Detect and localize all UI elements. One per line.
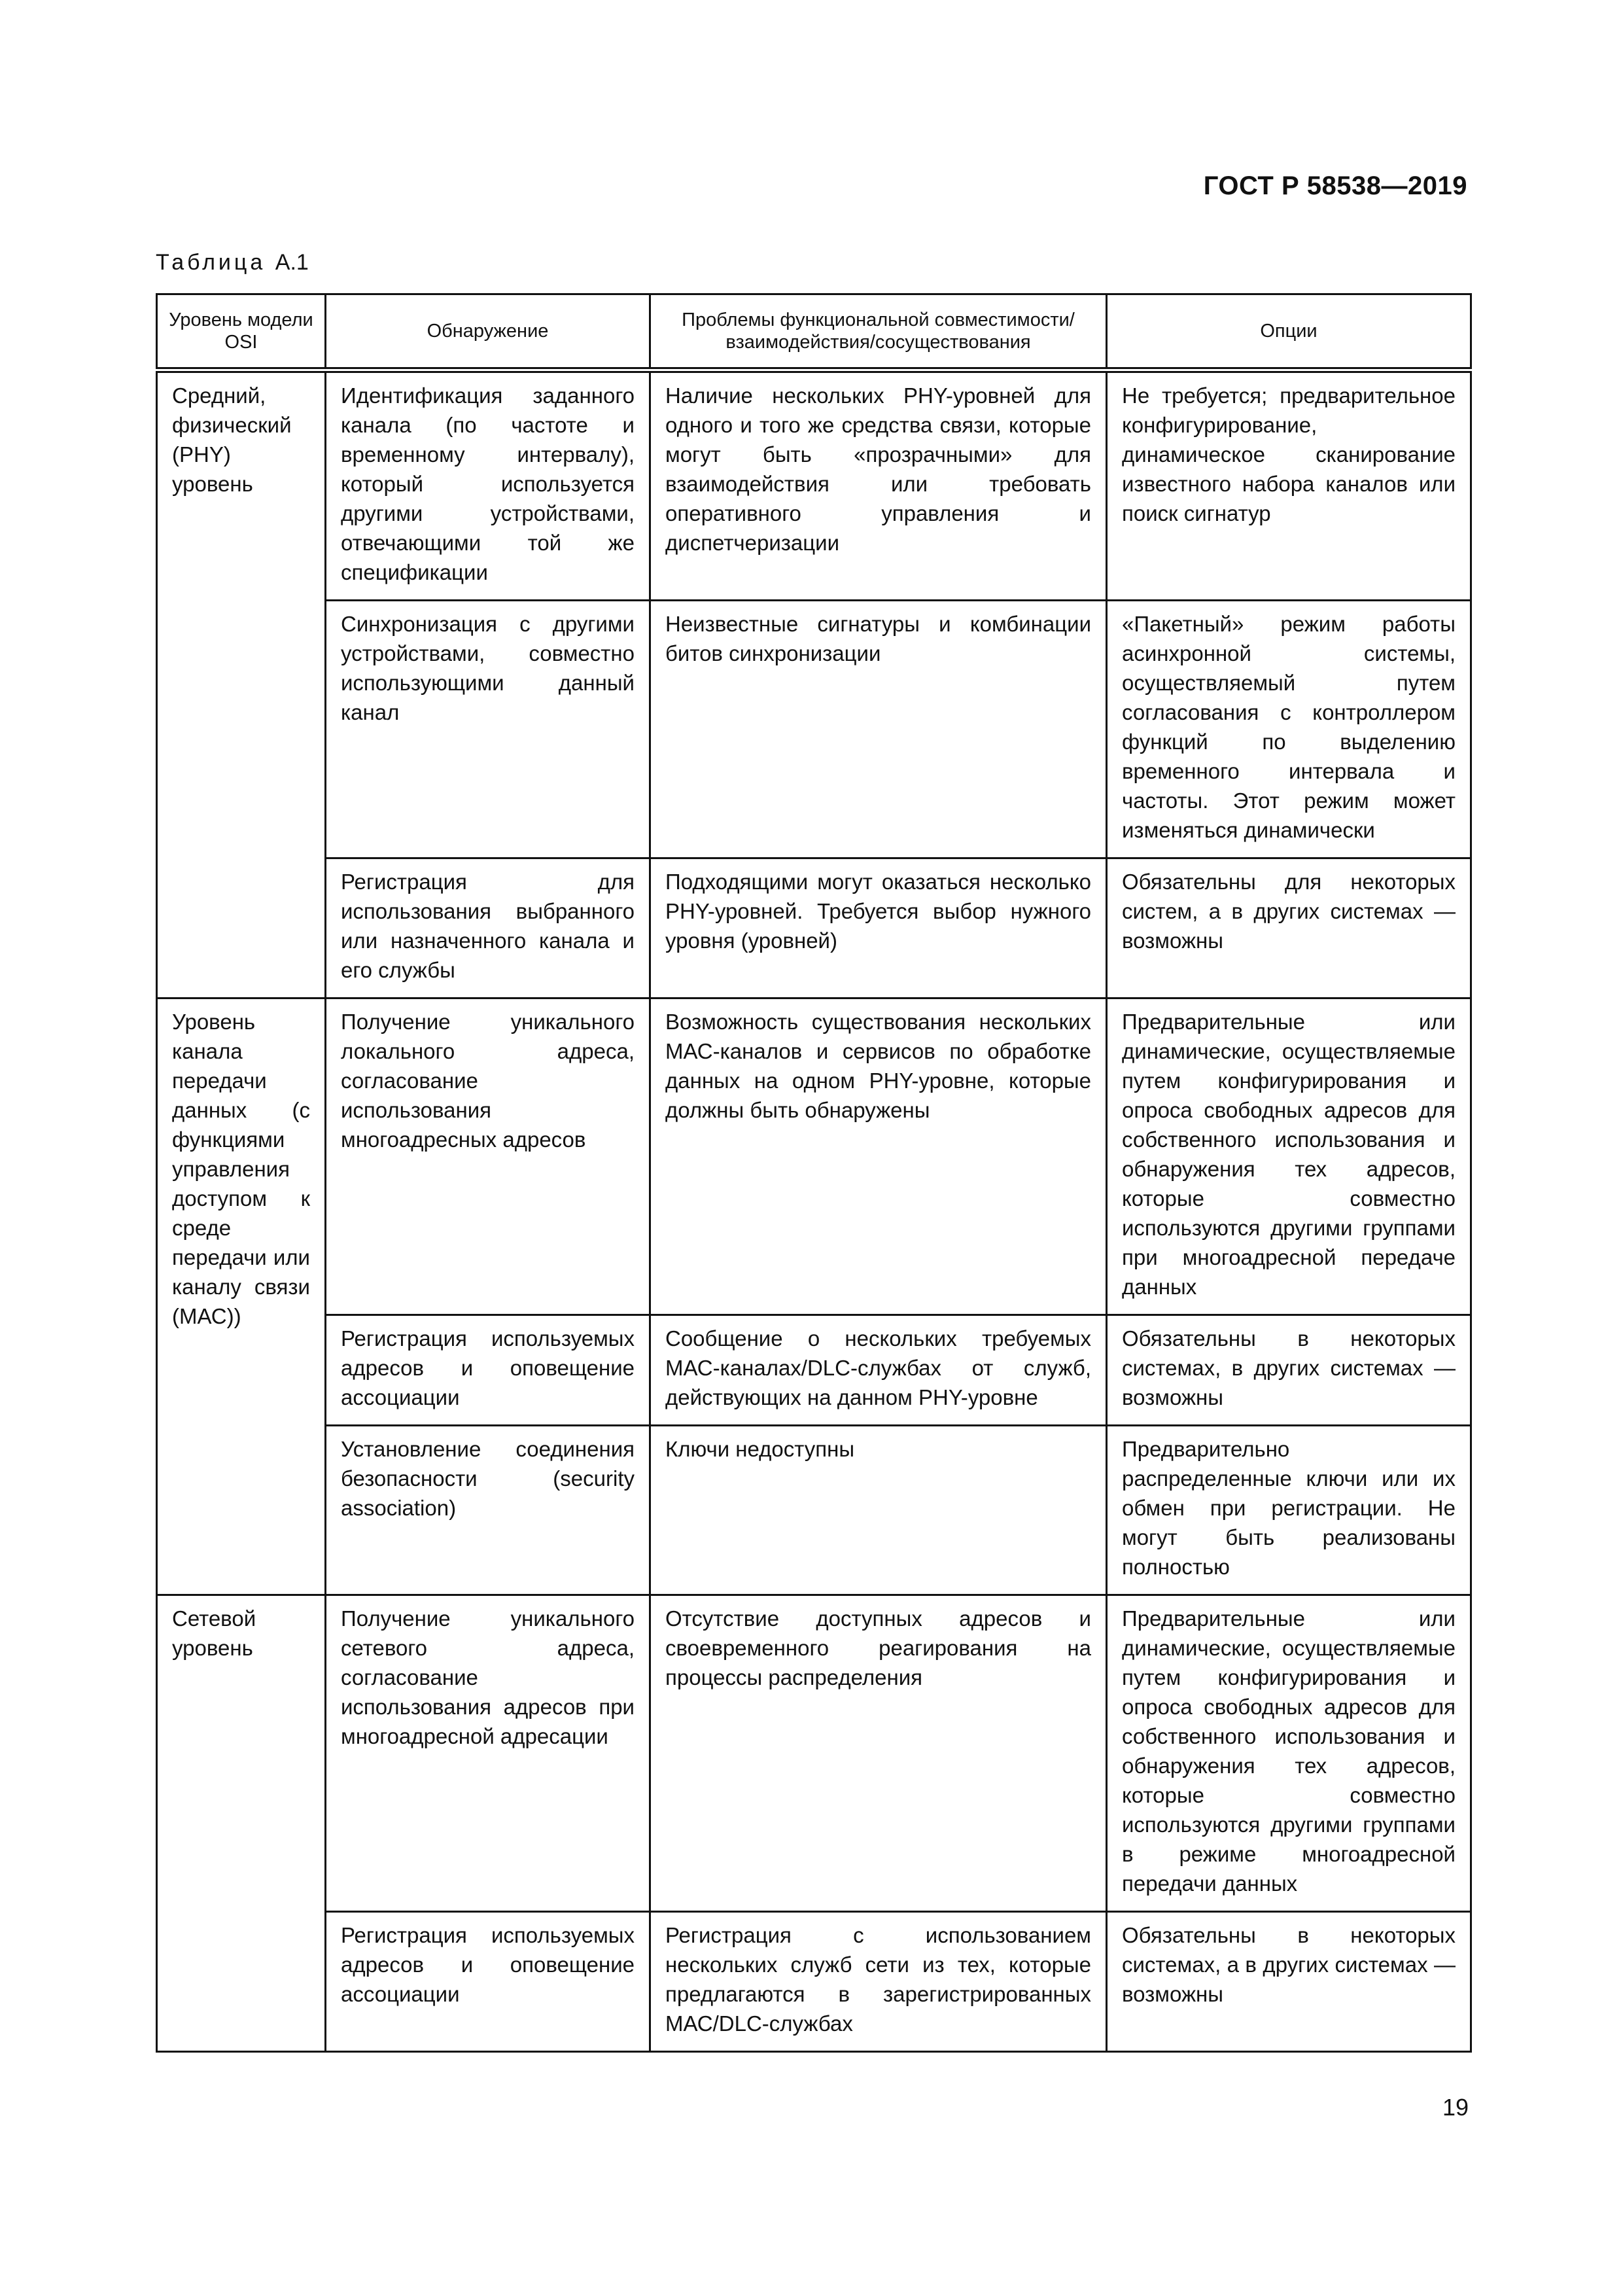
problems-cell: Наличие нескольких PHY-уровней для одного и того же средства связи, которые могут быть «прозрачными» для взаимодействия или требовать оперативного управления и диспетчеризации [650, 370, 1107, 601]
detection-cell: Получение уникального локального адреса, согласование использования многоадресных адресов [326, 998, 650, 1315]
detection-cell: Регистрация используемых адресов и оповещение ассоциации [326, 1912, 650, 2052]
table-body [157, 370, 1471, 2052]
problems-cell: Подходящими могут оказаться несколько PHY-уровней. Требуется выбор нужного уровня (уровней) [650, 858, 1107, 998]
table-row [157, 1912, 1471, 2052]
column-header-osi: Уровень модели OSI [157, 294, 326, 370]
detection-cell: Установление соединения безопасности (security association) [326, 1426, 650, 1595]
table-row [157, 1426, 1471, 1595]
options-cell: Предварительно распределенные ключи или их обмен при регистрации. Не могут быть реализованы полностью [1107, 1426, 1471, 1595]
problems-cell: Регистрация с использованием нескольких служб сети из тех, которые предлагаются в зарегистрированных МАС/DLC-службах [650, 1912, 1107, 2052]
osi-level-cell: Уровень канала передачи данных (с функциями управления доступом к среде передачи или каналу связи (МАС)) [157, 998, 326, 1595]
options-cell: Предварительные или динамические, осуществляемые путем конфигурирования и опроса свободных адресов для собственного использования и обнаружения тех адресов, которые совместно используются другими группами при многоадресной передаче данных [1107, 998, 1471, 1315]
options-cell: Обязательны для некоторых систем, а в других системах — возможны [1107, 858, 1471, 998]
detection-cell: Регистрация используемых адресов и оповещение ассоциации [326, 1315, 650, 1426]
column-header-problems: Проблемы функциональной совместимости/взаимодействия/сосуществования [650, 294, 1107, 370]
problems-cell: Отсутствие доступных адресов и своевременного реагирования на процессы распределения [650, 1595, 1107, 1912]
options-cell: Обязательны в некоторых системах, в других системах — возможны [1107, 1315, 1471, 1426]
column-header-options: Опции [1107, 294, 1471, 370]
table-row [157, 1595, 1471, 1912]
column-header-detection: Обнаружение [326, 294, 650, 370]
detection-cell: Получение уникального сетевого адреса, согласование использования адресов при многоадресной адресации [326, 1595, 650, 1912]
problems-cell: Сообщение о нескольких требуемых МАС-каналах/DLC-службах от служб, действующих на данном PHY-уровне [650, 1315, 1107, 1426]
detection-cell: Синхронизация с другими устройствами, совместно использующими данный канал [326, 601, 650, 858]
table-row [157, 1315, 1471, 1426]
detection-cell: Регистрация для использования выбранного или назначенного канала и его службы [326, 858, 650, 998]
problems-cell: Неизвестные сигнатуры и комбинации битов синхронизации [650, 601, 1107, 858]
table-row [157, 998, 1471, 1315]
table-caption-number: А.1 [275, 250, 309, 275]
problems-cell: Возможность существования нескольких МАС-каналов и сервисов по обработке данных на одном PHY-уровне, которые должны быть обнаружены [650, 998, 1107, 1315]
document-code: ГОСТ Р 58538—2019 [1203, 171, 1467, 200]
problems-cell: Ключи недоступны [650, 1426, 1107, 1595]
table-header [157, 294, 1471, 370]
table-caption-prefix: Таблица [156, 250, 266, 275]
options-cell: Предварительные или динамические, осуществляемые путем конфигурирования и опроса свободных адресов для собственного использования и обнаружения тех адресов, которые совместно используются другими группами в режиме многоадресной передачи данных [1107, 1595, 1471, 1912]
osi-level-cell: Сетевой уровень [157, 1595, 326, 2052]
table-row [157, 601, 1471, 858]
osi-level-cell: Средний, физический (PHY) уровень [157, 370, 326, 998]
options-cell: Не требуется; предварительное конфигурирование, динамическое сканирование известного набора каналов или поиск сигнатур [1107, 370, 1471, 601]
osi-table [156, 293, 1472, 2053]
header-row [157, 294, 1471, 370]
options-cell: «Пакетный» режим работы асинхронной системы, осуществляемый путем согласования с контроллером функций по выделению временного интервала и частоты. Этот режим может изменяться динамически [1107, 601, 1471, 858]
table-row [157, 370, 1471, 601]
table-caption [156, 250, 309, 275]
detection-cell: Идентификация заданного канала (по частоте и временному интервалу), который используется другими устройствами, отвечающими той же спецификации [326, 370, 650, 601]
table-row [157, 858, 1471, 998]
page-number: 19 [1442, 2094, 1469, 2121]
options-cell: Обязательны в некоторых системах, а в других системах — возможны [1107, 1912, 1471, 2052]
